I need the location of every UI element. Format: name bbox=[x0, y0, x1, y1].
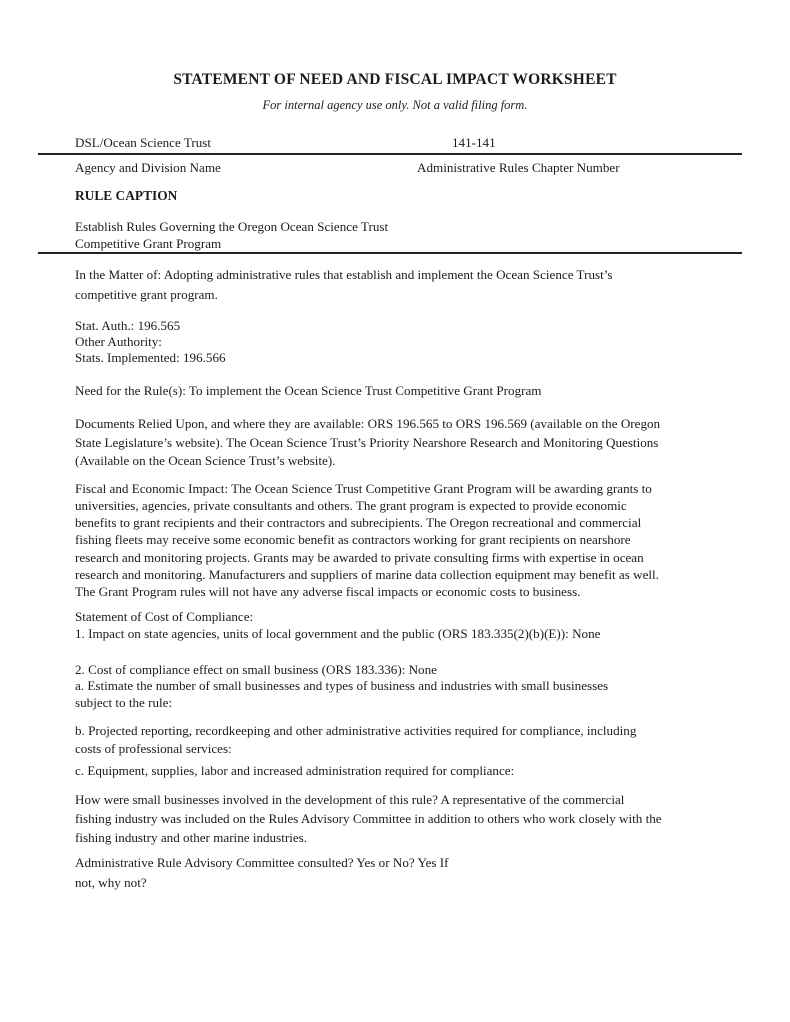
document-title: STATEMENT OF NEED AND FISCAL IMPACT WORKSHEET bbox=[173, 71, 617, 88]
chapter-number-label: Administrative Rules Chapter Number bbox=[417, 160, 620, 175]
paragraph-advisory-committee: Administrative Rule Advisory Committee consulted? Yes or No? Yes If not, why not? bbox=[75, 855, 449, 891]
paragraph-in-the-matter: In the Matter of: Adopting administrative rules that establish and implement the Ocean Science Trust’s competitive grant program. bbox=[75, 267, 613, 302]
rule-caption-divider-line bbox=[38, 252, 742, 254]
agency-division-value: DSL/Ocean Science Trust bbox=[75, 135, 212, 150]
document-subtitle: For internal agency use only. Not a valid filing form. bbox=[262, 98, 528, 112]
agency-chapter-values-row bbox=[75, 134, 747, 151]
paragraph-compliance-equipment: c. Equipment, supplies, labor and increased administration required for compliance: bbox=[75, 763, 515, 779]
paragraph-need-for-rules: Need for the Rule(s): To implement the Ocean Science Trust Competitive Grant Program bbox=[75, 383, 542, 398]
paragraph-fiscal-economic-impact: Fiscal and Economic Impact: The Ocean Science Trust Competitive Grant Program will be awarding grants to universities, agencies, private consultants and others. The grant program is expected to provide economic benefits to grant recipients and their contractors and subrecipients. The Oregon recreational and commercial fishing fleets may receive some economic benefit as contractors working for grant recipients on nearshore research and monitoring projects. Grants may be awarded to private consulting firms with expertise in ocean research and monitoring. Manufacturers and suppliers of marine data collection equipment may benefit as well. The Grant Program rules will not have any adverse fiscal impacts or economic costs to business. bbox=[75, 480, 659, 600]
document-content bbox=[75, 70, 747, 893]
header-divider-line bbox=[38, 153, 742, 155]
agency-division-label: Agency and Division Name bbox=[75, 160, 221, 175]
agency-chapter-labels-row bbox=[75, 159, 747, 176]
paragraph-authorities: Stat. Auth.: 196.565 Other Authority: Stats. Implemented: 196.566 bbox=[75, 318, 226, 365]
paragraph-cost-of-compliance: Statement of Cost of Compliance: 1. Impact on state agencies, units of local government and the public (ORS 183.335(2)(b)(E)): None bbox=[75, 608, 601, 641]
paragraph-compliance-small-business: 2. Cost of compliance effect on small business (ORS 183.336): None a. Estimate the number of small businesses and types of business and industries with small businesses subject to the rule: bbox=[75, 661, 609, 710]
chapter-number-value: 141-141 bbox=[452, 135, 496, 150]
rule-caption-text: Establish Rules Governing the Oregon Ocean Science Trust Competitive Grant Program bbox=[75, 219, 389, 251]
paragraph-small-business-involvement: How were small businesses involved in the development of this rule? A representative of the commercial fishing industry was included on the Rules Advisory Committee in addition to others who work closely with the fishing industry and other marine industries. bbox=[75, 792, 662, 846]
paragraph-documents-relied-upon: Documents Relied Upon, and where they are available: ORS 196.565 to ORS 196.569 (available on the Oregon State Legislature’s website). The Ocean Science Trust’s Priority Nearshore Research and Monitoring Questions (Available on the Ocean Science Trust’s website). bbox=[75, 416, 661, 468]
document-header bbox=[0, 70, 790, 113]
paragraph-compliance-reporting: b. Projected reporting, recordkeeping and other administrative activities required for compliance, including costs of professional services: bbox=[75, 723, 637, 757]
rule-caption-heading: RULE CAPTION bbox=[75, 188, 178, 203]
